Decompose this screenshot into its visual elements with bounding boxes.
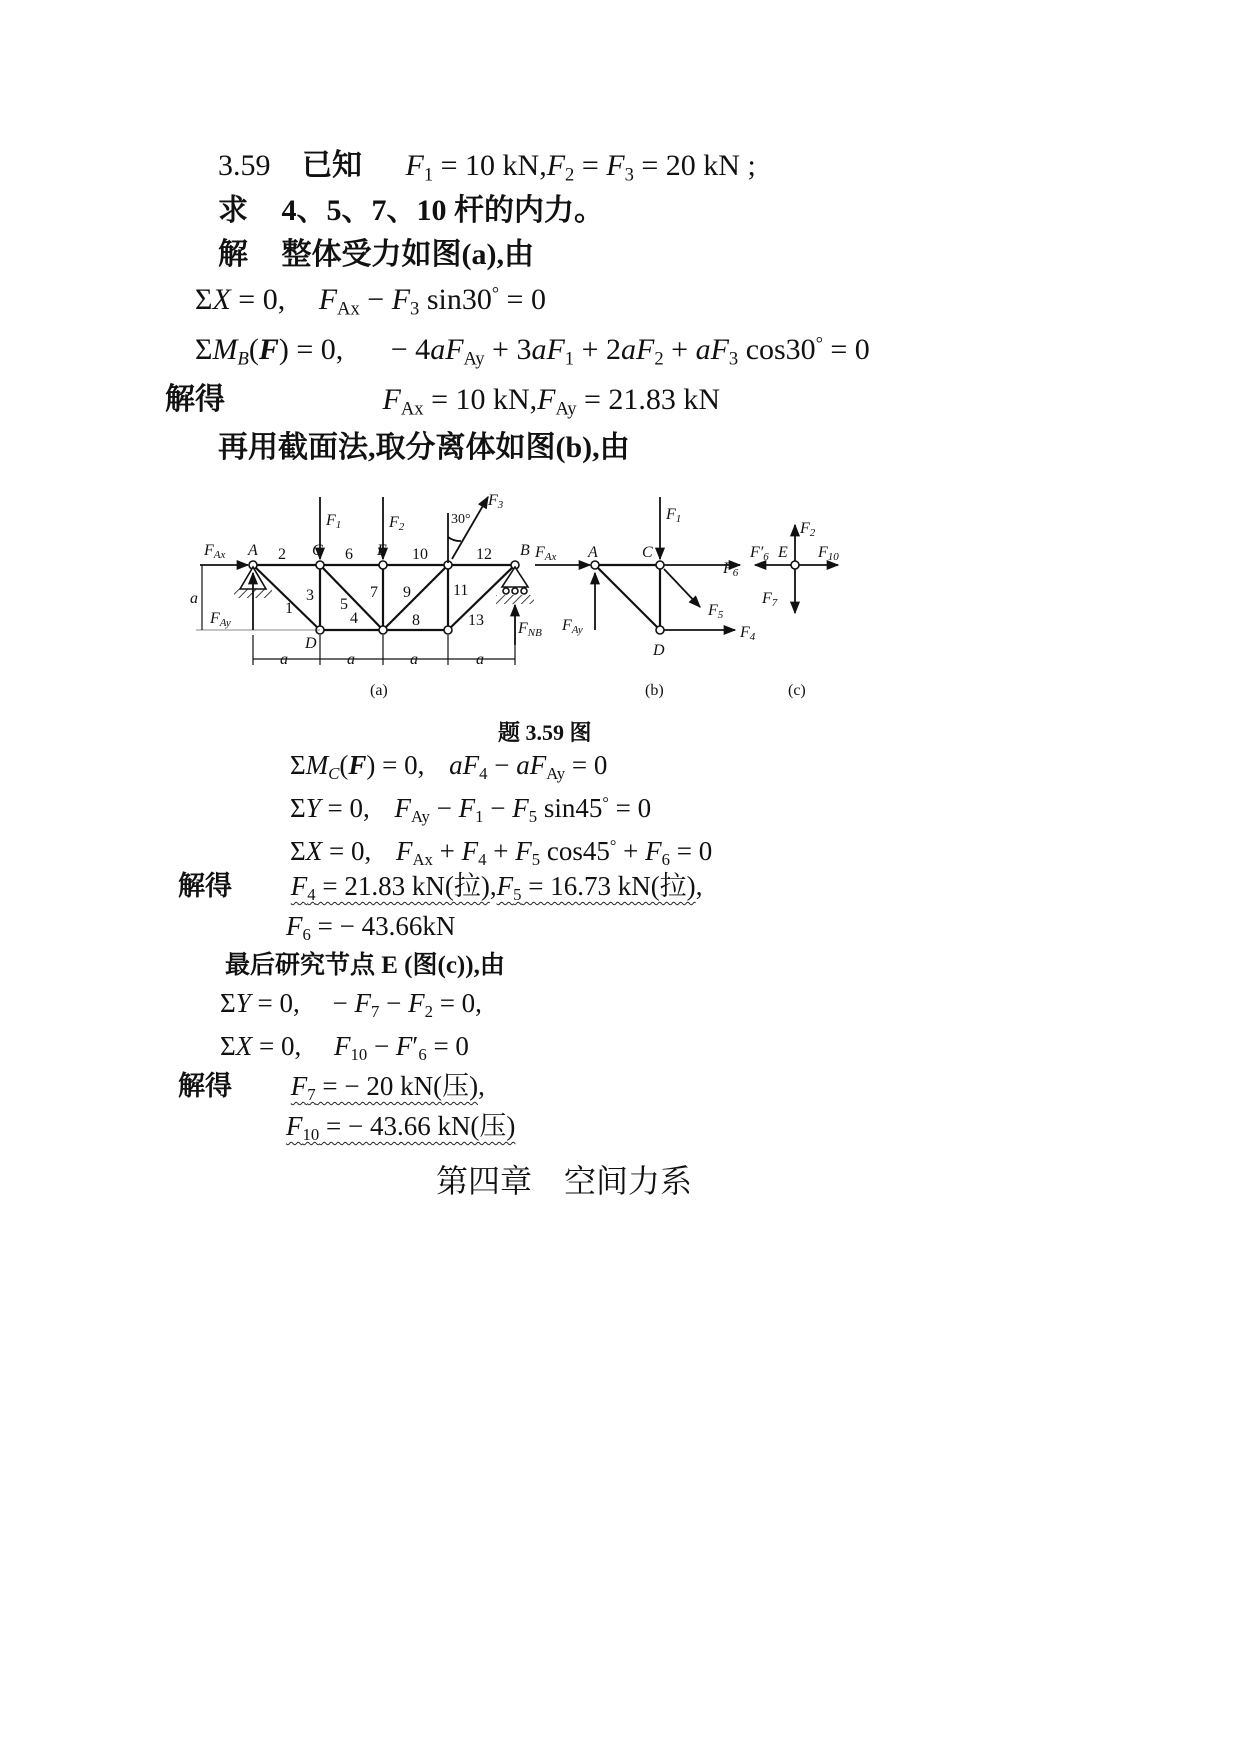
node-intro: 最后研究节点 E (图(c)),由 [225, 952, 505, 979]
label-c-f7: F7 [762, 590, 778, 609]
member-13: 13 [468, 612, 484, 629]
label-c-node-e: E [778, 544, 788, 561]
dim-a-3: a [410, 651, 418, 668]
eq2-right: − $4aF_{Ay} + 3aF_1 + 2aF_2 + aF_3$ cos30° = 0 [390, 333, 870, 370]
problem-line [218, 148, 756, 184]
member-3: 3 [306, 587, 314, 604]
equation-1 [195, 282, 546, 318]
sub-caption-b: (b) [645, 682, 664, 699]
label-b-f5: F5 [708, 602, 724, 621]
node-b-label: B [520, 542, 530, 559]
dim-a-2: a [347, 651, 355, 668]
node-a-label: A [248, 542, 258, 559]
member-2: 2 [278, 546, 286, 563]
sub-caption-a: (a) [370, 682, 388, 699]
member-7: 7 [370, 584, 378, 601]
truss-b [595, 565, 660, 630]
member-5: 5 [340, 596, 348, 613]
result2-f4: $F_4 = 21.83$ kN(拉) [290, 871, 490, 905]
label-dim-vertical: a [190, 590, 198, 607]
member-6: 6 [345, 546, 353, 563]
eq6-left: ΣY = 0, [220, 988, 300, 1018]
node-e-label: E [377, 542, 387, 559]
equation-3 [290, 747, 607, 783]
section-intro: 再用截面法,取分离体如图(b),由 [218, 431, 630, 464]
result-2-f6: $F_6$ = − 43.66kN [286, 911, 456, 945]
given-values: $F_1 = 10$ $kN,F_2 = F_3 = 20$ kN ; [405, 149, 756, 186]
node-c-label: C [312, 542, 323, 559]
label-b-fay: FAy [562, 617, 583, 636]
eq2-left: $\Sigma M_B(F) = 0$, [195, 333, 344, 370]
equation-6 [220, 985, 482, 1021]
member-4: 4 [350, 610, 358, 627]
equation-4 [290, 790, 651, 826]
result-3-f10: $F_{10}$ = − 43.66 kN(压) [286, 1111, 516, 1145]
member-12: 12 [476, 546, 492, 563]
eq7-left: ΣX = 0, [220, 1031, 302, 1061]
label-c-f10: F10 [818, 544, 839, 563]
result3-label: 解得 [178, 1071, 232, 1101]
equation-5 [290, 833, 712, 869]
equation-2 [195, 332, 870, 368]
solution-intro-text: 整体受力如图(a),由 [281, 238, 534, 271]
truss-figure [190, 485, 860, 745]
result-2: 解得 $F_4 = 21.83$ kN(拉)$,F_5 = 16.73$ kN(拉), [178, 871, 703, 905]
support-b [496, 567, 534, 604]
eq1-left: ΣX = 0, [195, 283, 286, 316]
equation-7 [220, 1028, 469, 1064]
given-label: 已知 [302, 149, 362, 182]
sub-caption-c: (c) [788, 682, 806, 699]
label-angle: 30° [451, 512, 471, 527]
eq3-left: $\Sigma M_C(F) = 0$, [290, 750, 425, 784]
label-b-f4: F4 [740, 624, 756, 643]
eq4-left: ΣY = 0, [290, 793, 370, 823]
solution-label: 解 [218, 238, 248, 271]
find-line [218, 193, 604, 229]
dim-a-4: a [476, 651, 484, 668]
label-fay: FAy [210, 610, 231, 629]
label-fax: FAx [204, 542, 226, 561]
label-b-fax: FAx [535, 544, 557, 563]
eq1-right: $F_{Ax} - F_3$ sin30° = 0 [318, 283, 546, 320]
result2-f5: $F_5 = 16.73$ kN(拉) [496, 871, 696, 905]
label-b-f6: F6 [723, 560, 739, 579]
result-1 [165, 382, 720, 418]
eq5-left: ΣX = 0, [290, 836, 372, 866]
eq3-right: $aF_4 - aF_{Ay} = 0$ [449, 750, 608, 784]
dim-a-1: a [280, 651, 288, 668]
label-f1: F1 [326, 512, 342, 531]
label-b-f1: F1 [666, 506, 682, 525]
member-8: 8 [412, 612, 420, 629]
label-b-node-c: C [642, 544, 653, 561]
node-d-label: D [305, 635, 317, 652]
label-fnb: FNB [518, 620, 542, 639]
eq4-right: $F_{Ay} - F_1 - F_5$ sin45° = 0 [394, 793, 652, 827]
chapter-title: 第四章 空间力系 [436, 1162, 693, 1200]
result2-label: 解得 [178, 871, 232, 901]
find-text: 4、5、7、10 杆的内力。 [281, 194, 604, 227]
eq5-right: $F_{Ax} + F_4 + F_5$ $\cos 45^\circ + F_6 = 0$ [395, 836, 713, 870]
member-9: 9 [403, 584, 411, 601]
find-label: 求 [218, 194, 248, 227]
label-b-node-d: D [653, 642, 665, 659]
label-f3: F3 [488, 492, 504, 511]
result1-values: $F_{Ax} = 10$ $kN,F_{Ay} = 21.83$ kN [382, 383, 721, 420]
result3-f7: $F_7$ = − 20 kN(压) [290, 1071, 479, 1105]
label-f2: F2 [389, 514, 405, 533]
member-1: 1 [285, 600, 293, 617]
member-10: 10 [412, 546, 428, 563]
label-c-f2: F2 [800, 520, 816, 539]
label-c-f6p: F′6 [750, 544, 769, 563]
member-11: 11 [453, 582, 469, 599]
eq7-right: $F_{10} - F'_6 = 0$ [333, 1031, 469, 1065]
solution-intro [218, 237, 534, 273]
result1-label: 解得 [165, 383, 225, 416]
result-3: 解得 $F_7$ = − 20 kN(压), [178, 1071, 485, 1105]
figure-caption: 题 3.59 图 [498, 720, 592, 745]
eq6-right: − $F_7 - F_2 = 0$, [332, 988, 482, 1022]
label-b-node-a: A [588, 544, 598, 561]
problem-number: 3.59 [218, 149, 271, 182]
